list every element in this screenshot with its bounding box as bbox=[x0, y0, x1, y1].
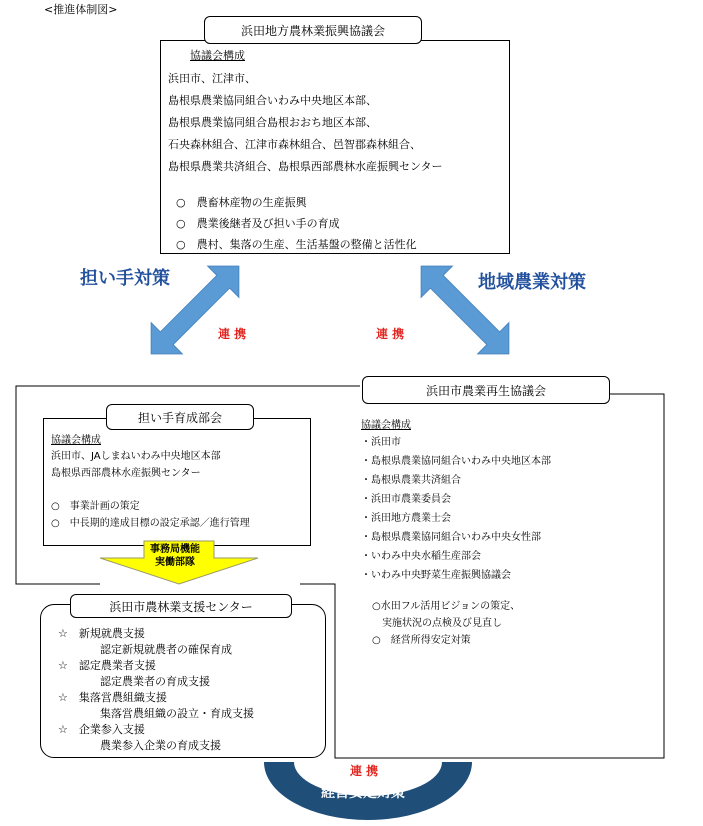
link-label-bottom: 連 携 bbox=[350, 764, 379, 778]
regen-council-objective: ○ 経営所得安定対策 bbox=[372, 635, 471, 646]
regen-council-member: ・いわみ中央水稲生産部会 bbox=[361, 551, 481, 562]
support-item-sub: 農業参入企業の育成支援 bbox=[100, 739, 221, 752]
link-label-left: 連 携 bbox=[218, 327, 247, 341]
support-item-head: ☆ 集落営農組織支援 bbox=[58, 691, 167, 704]
leader-division-objective: ○ 中長期的達成目標の設定承認／進行管理 bbox=[51, 518, 250, 529]
regen-council-member: ・島根県農業協同組合いわみ中央女性部 bbox=[361, 532, 541, 543]
regen-council-member: ・浜田市農業委員会 bbox=[361, 494, 451, 505]
leader-division-title: 担い手育成部会 bbox=[106, 404, 254, 430]
top-council-member: 島根県農業協同組合いわみ中央地区本部、 bbox=[168, 94, 377, 107]
leader-policy-label: 担い手対策 bbox=[80, 268, 170, 289]
regen-council-objective: ○水田フル活用ビジョンの策定、 bbox=[372, 601, 521, 612]
support-item-sub: 認定農業者の育成支援 bbox=[100, 675, 210, 688]
regional-policy-label: 地域農業対策 bbox=[478, 272, 586, 293]
top-council-member: 浜田市、江津市、 bbox=[168, 72, 256, 85]
support-item-sub: 認定新規就農者の確保育成 bbox=[100, 643, 232, 656]
secretariat-label-2: 実働部隊 bbox=[155, 557, 195, 568]
link-label-right: 連 携 bbox=[376, 327, 405, 341]
top-council-objective: ○ 農村、集落の生産、生活基盤の整備と活性化 bbox=[176, 238, 417, 251]
top-council-member: 島根県農業協同組合島根おおち地区本部、 bbox=[168, 116, 377, 129]
top-council-composition-heading: 協議会構成 bbox=[190, 49, 245, 62]
leader-division-member: 浜田市、JAしまねいわみ中央地区本部 bbox=[51, 451, 221, 462]
top-council-title: 浜田地方農林業振興協議会 bbox=[204, 16, 422, 44]
leader-division-member: 島根県西部農林水産振興センター bbox=[51, 468, 201, 479]
support-item-head: ☆ 新規就農支援 bbox=[58, 627, 145, 640]
support-item-head: ☆ 企業参入支援 bbox=[58, 723, 145, 736]
diagram-caption: <推進体制図> bbox=[44, 3, 118, 16]
leader-division-objective: ○ 事業計画の策定 bbox=[51, 501, 140, 512]
bottom-policy-label: 経営安定対策 bbox=[321, 785, 405, 801]
regen-council-composition-heading: 協議会構成 bbox=[361, 420, 411, 431]
secretariat-label-1: 事務局機能 bbox=[150, 544, 200, 555]
regen-council-member: ・島根県農業協同組合いわみ中央地区本部 bbox=[361, 456, 551, 467]
top-council-member: 石央森林組合、江津市森林組合、邑智郡森林組合、 bbox=[168, 138, 421, 151]
regen-council-objective: 実施状況の点検及び見直し bbox=[372, 618, 502, 629]
top-council-member: 島根県農業共済組合、島根県西部農林水産振興センター bbox=[168, 160, 443, 173]
regen-council-member: ・浜田市 bbox=[361, 437, 401, 448]
regen-council-member: ・いわみ中央野菜生産振興協議会 bbox=[361, 570, 511, 581]
support-center-title: 浜田市農林業支援センター bbox=[70, 594, 292, 618]
support-item-head: ☆ 認定農業者支援 bbox=[58, 659, 156, 672]
support-item-sub: 集落営農組織の設立・育成支援 bbox=[100, 707, 254, 720]
regen-council-member: ・浜田地方農業士会 bbox=[361, 513, 451, 524]
top-council-objective: ○ 農業後継者及び担い手の育成 bbox=[176, 217, 340, 230]
regen-council-title: 浜田市農業再生協議会 bbox=[362, 376, 610, 404]
regen-council-member: ・島根県農業共済組合 bbox=[361, 475, 461, 486]
leader-division-composition-heading: 協議会構成 bbox=[51, 435, 101, 446]
top-council-objective: ○ 農畜林産物の生産振興 bbox=[176, 196, 307, 209]
